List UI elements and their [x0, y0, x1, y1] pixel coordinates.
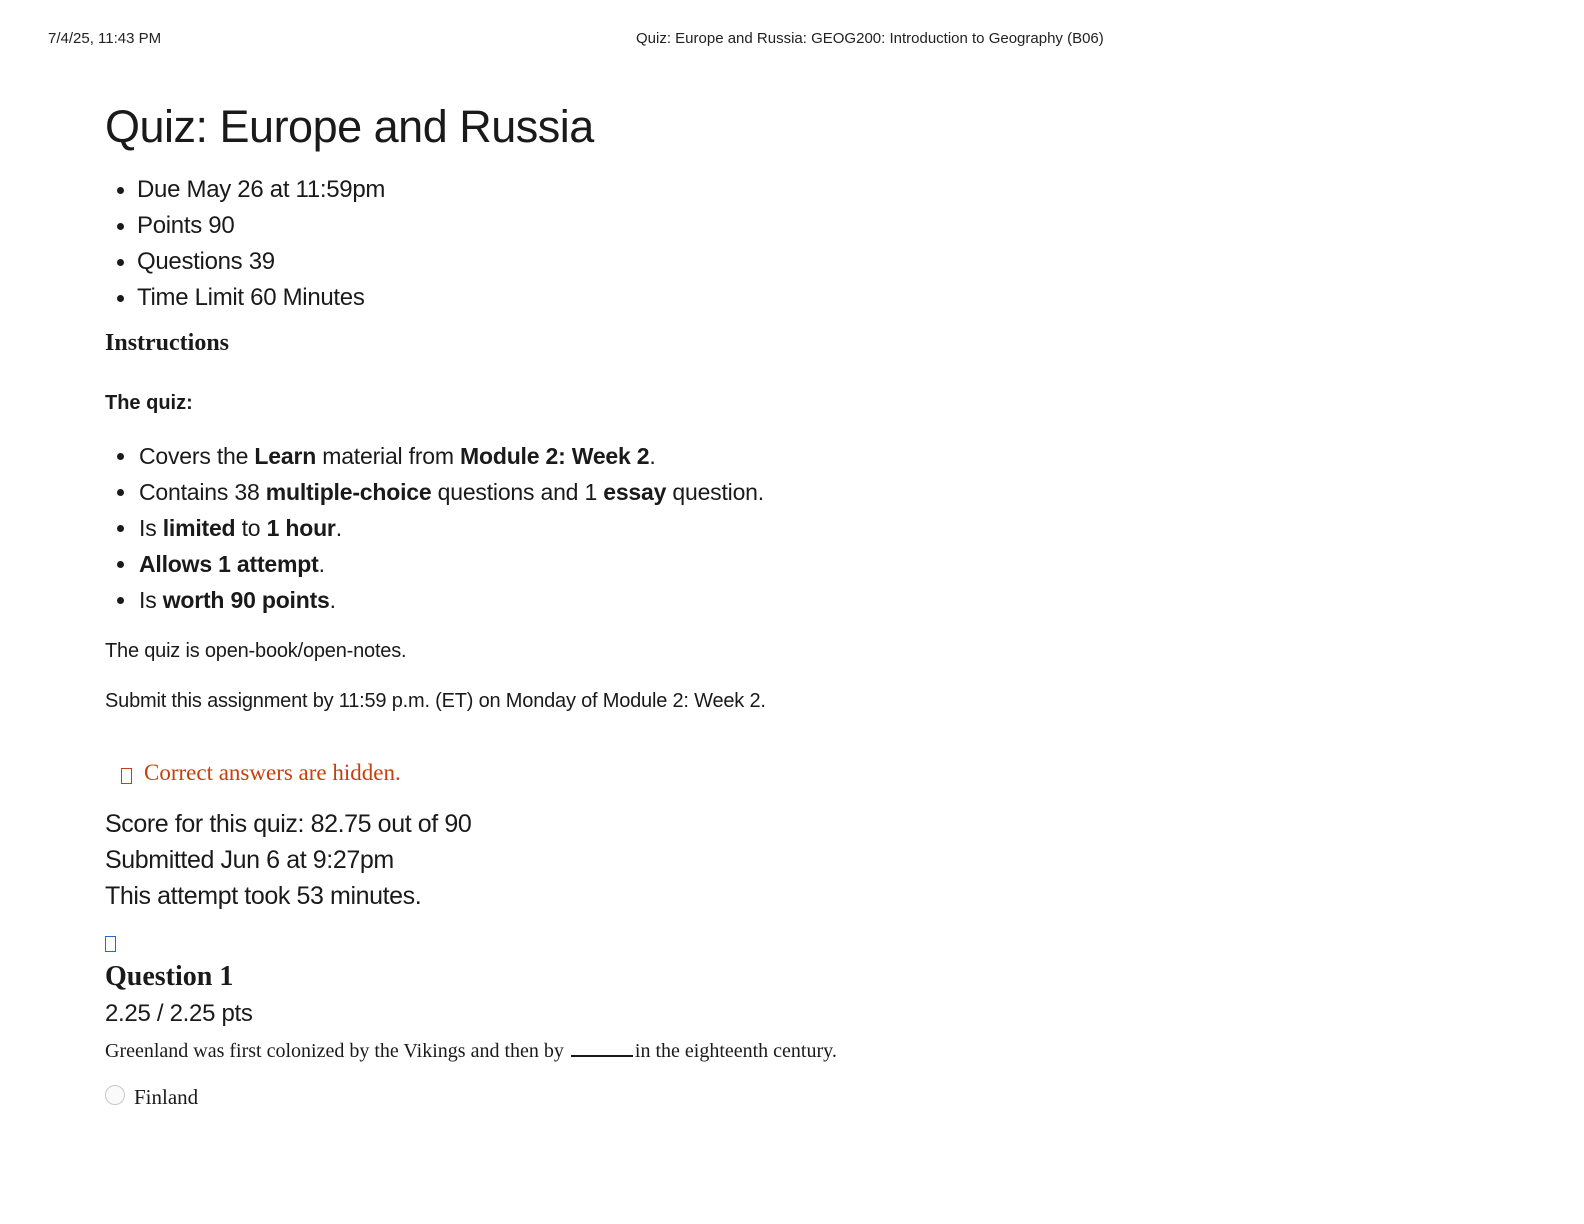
submit-deadline-note: Submit this assignment by 11:59 p.m. (ET) on Monday of Module 2: Week 2. [105, 690, 766, 712]
score-block [105, 806, 1485, 914]
print-date: 7/4/25, 11:43 PM [48, 30, 162, 47]
quiz-content [105, 96, 1485, 1114]
answer-label: Finland [134, 1085, 199, 1109]
question-text: Greenland was first colonized by the Vikings and then by in the eighteenth century. [105, 1040, 837, 1062]
quiz-score: Score for this quiz: 82.75 out of 90 [105, 810, 472, 838]
attempt-duration: This attempt took 53 minutes. [105, 882, 422, 910]
quiz-meta-list [105, 172, 1485, 316]
print-header [0, 30, 1584, 50]
rule-limited: Is limited to 1 hour. [105, 510, 1485, 546]
flag-icon[interactable] [105, 936, 116, 952]
rule-attempts: Allows 1 attempt. [105, 546, 1485, 582]
open-book-note: The quiz is open-book/open-notes. [105, 640, 407, 662]
rule-covers: Covers the Learn material from Module 2: Week 2. [105, 438, 1485, 474]
rule-worth: Is worth 90 points. [105, 582, 1485, 618]
answers-hidden-notice [121, 756, 1485, 790]
meta-time-limit: Time Limit 60 Minutes [105, 280, 1485, 316]
meta-due: Due May 26 at 11:59pm [105, 172, 1485, 208]
answer-radio[interactable] [105, 1085, 125, 1105]
submitted-time: Submitted Jun 6 at 9:27pm [105, 846, 394, 874]
meta-questions: Questions 39 [105, 244, 1485, 280]
answers-hidden-text: Correct answers are hidden. [144, 760, 401, 785]
answer-option[interactable] [105, 1080, 1485, 1114]
meta-points: Points 90 [105, 208, 1485, 244]
question-points: 2.25 / 2.25 pts [105, 1000, 253, 1027]
print-page-title: Quiz: Europe and Russia: GEOG200: Introduction to Geography (B06) [636, 30, 1104, 47]
quiz-title: Quiz: Europe and Russia [105, 101, 594, 152]
warning-icon [121, 768, 132, 784]
instructions-heading: Instructions [105, 330, 230, 356]
quiz-rules-list [105, 438, 1485, 618]
answer-blank [571, 1055, 633, 1057]
rule-contains: Contains 38 multiple-choice questions and 1 essay question. [105, 474, 1485, 510]
question-title: Question 1 [105, 961, 234, 992]
quiz-label: The quiz: [105, 392, 193, 414]
